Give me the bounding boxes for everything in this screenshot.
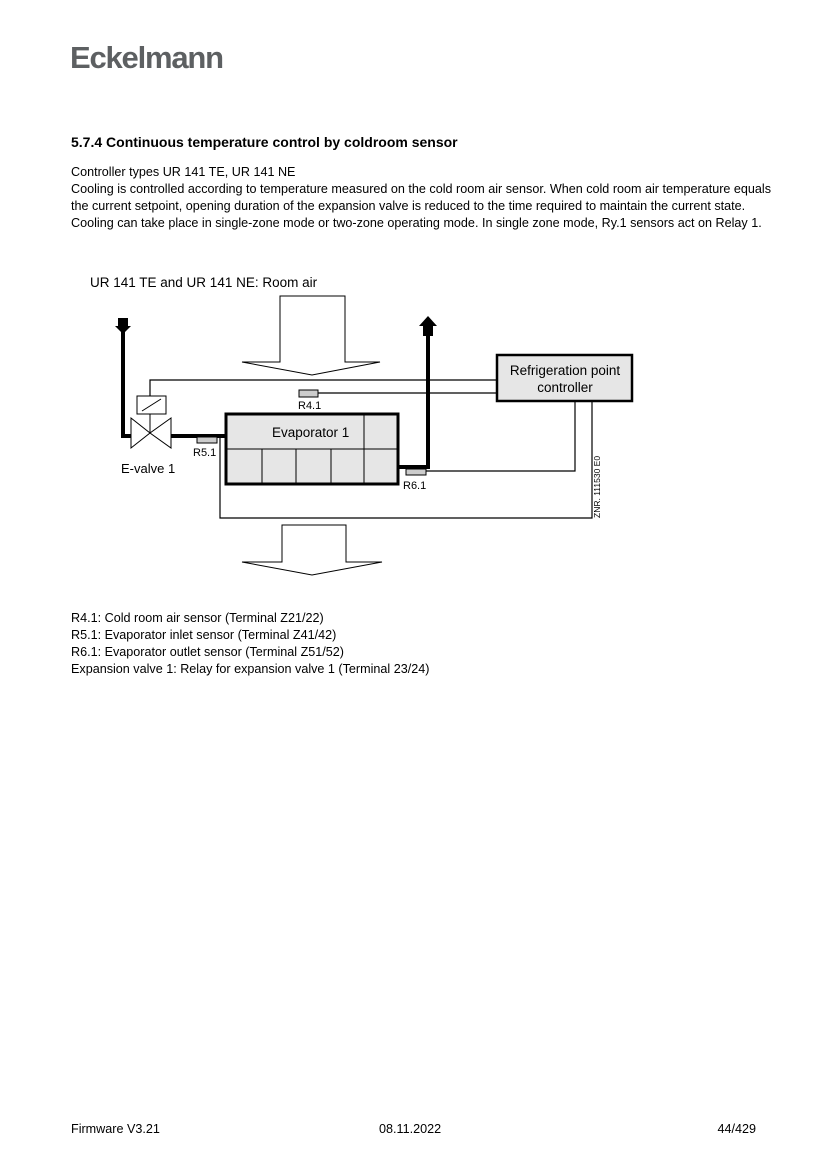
legend-item: R5.1: Evaporator inlet sensor (Terminal Z41/42) <box>71 628 337 642</box>
diagram-title: UR 141 TE and UR 141 NE: Room air <box>90 275 318 290</box>
footer-page-number: 44/429 <box>717 1122 756 1136</box>
outlet-pipe <box>398 316 437 467</box>
sensor-r41-label: R4.1 <box>298 400 322 412</box>
legend-item: Expansion valve 1: Relay for expansion valve 1 (Terminal 23/24) <box>71 662 430 676</box>
paragraph: Controller types UR 141 TE, UR 141 NE <box>71 165 296 179</box>
sensor-r61-icon <box>406 469 426 475</box>
drawing-number: ZNR. 111530 E0 <box>592 455 602 518</box>
footer-date: 08.11.2022 <box>379 1122 442 1136</box>
legend-item: R6.1: Evaporator outlet sensor (Terminal Z51/52) <box>71 645 344 659</box>
evaporator-label: Evaporator 1 <box>272 425 350 440</box>
sensor-legend <box>71 610 429 678</box>
paragraph: Cooling is controlled according to temperature measured on the cold room air sensor. When cold room air temperature equals the current setpoint, opening duration of the expansion valve is reduced to the time required to maintain the current state. Cooling can take place in single-zone mode or two-zone operating mode. In single zone mode, Ry.1 sensors act on Relay 1. <box>71 182 772 230</box>
air-in-arrow <box>242 296 380 375</box>
section-heading: 5.7.4 Continuous temperature control by coldroom sensor <box>71 134 458 150</box>
air-out-arrow <box>242 525 382 575</box>
controller-label-line2: controller <box>537 380 593 395</box>
valve-label: E-valve 1 <box>121 461 176 476</box>
sensor-r61-label: R6.1 <box>403 480 427 492</box>
eckelmann-logo: Eckelmann <box>70 40 223 75</box>
sensor-r41-icon <box>299 390 318 397</box>
footer-firmware: Firmware V3.21 <box>71 1122 160 1136</box>
controller-label-line1: Refrigeration point <box>509 363 621 378</box>
sensor-r51-label: R5.1 <box>193 447 217 459</box>
expansion-valve-icon <box>131 396 171 448</box>
legend-item: R4.1: Cold room air sensor (Terminal Z21/22) <box>71 611 324 625</box>
sensor-r51-icon <box>197 437 217 443</box>
